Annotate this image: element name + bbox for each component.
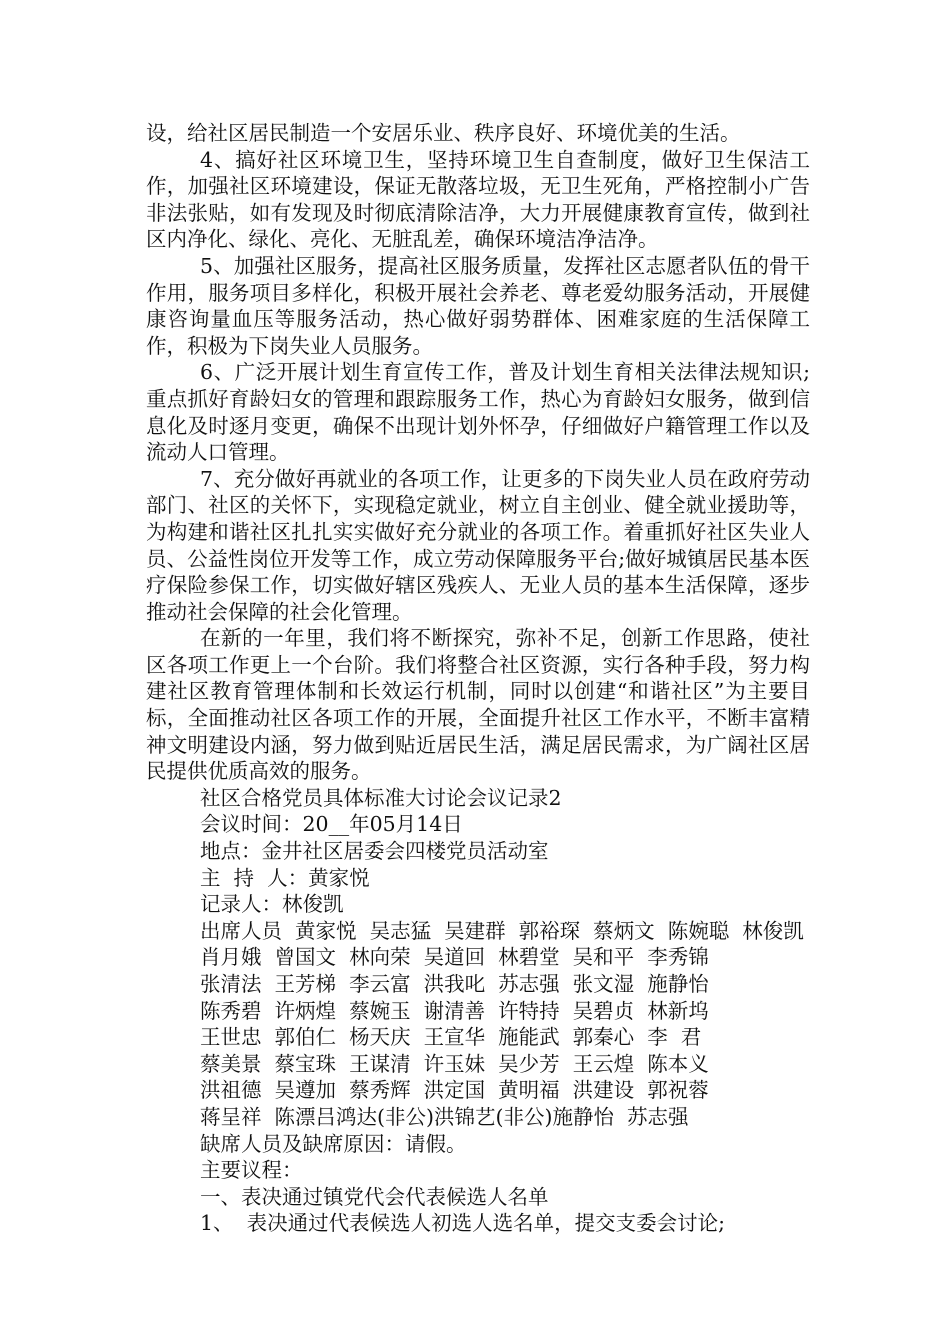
meeting-host: 主 持 人：黄家悦: [200, 865, 370, 890]
document-page: [146, 120, 810, 1237]
paragraph-item-4: 4、搞好社区环境卫生，坚持环境卫生自查制度，做好卫生保洁工作，加强社区环境建设，保证无散落垃圾，无卫生死角，严格控制小广告非法张贴，如有发现及时彻底清除洁净，大力开展健康教育宣传，做到社区内净化、绿化、亮化、无脏乱差，确保环境洁净洁净。: [146, 147, 810, 252]
attendee-row: 蒋呈祥 陈漂吕鸿达(非公)洪锦艺(非公)施静怡 苏志强: [200, 1104, 689, 1129]
attendee-row: 蔡美景 蔡宝珠 王谋清 许玉妹 吴少芳 王云煌 陈本义: [200, 1051, 709, 1076]
meeting-place: 地点：金井社区居委会四楼党员活动室: [200, 839, 549, 864]
attendee-row: 洪祖德 吴遵加 蔡秀辉 洪定国 黄明福 洪建设 郭祝蓉: [200, 1078, 709, 1103]
paragraph-conclusion: 在新的一年里，我们将不断探究，弥补不足，创新工作思路，使社区各项工作更上一个台阶。我们将整合社区资源，实行各种手段，努力构建社区教育管理体制和长效运行机制，同时以创建“和谐社区”为主要目标，全面推动社区各项工作的开展，全面提升社区工作水平，不断丰富精神文明建设内涵，努力做到贴近居民生活，满足居民需求，为广阔社区居民提供优质高效的服务。: [146, 626, 810, 784]
agenda-title: 主要议程：: [200, 1158, 303, 1183]
meeting-recorder: 记录人：林俊凯: [200, 892, 344, 917]
attendee-row: 肖月娥 曾国文 林向荣 吴道回 林碧堂 吴和平 李秀锦: [200, 945, 709, 970]
meeting-time: 会议时间：20__年05月14日: [200, 812, 463, 837]
record-title: 社区合格党员具体标准大讨论会议记录2: [200, 785, 562, 810]
paragraph-item-6: 6、广泛开展计划生育宣传工作，普及计划生育相关法律法规知识;重点抓好育龄妇女的管理和跟踪服务工作，热心为育龄妇女服务，做到信息化及时逐月变更，确保不出现计划外怀孕，仔细做好户籍管理工作以及流动人口管理。: [146, 360, 810, 465]
attendee-row: 王世忠 郭伯仁 杨天庆 王宣华 施能武 郭秦心 李 君: [200, 1025, 702, 1050]
absent-note: 缺席人员及缺席原因：请假。: [200, 1131, 467, 1156]
attendee-row: 张清法 王芳梯 李云富 洪我叱 苏志强 张文湿 施静怡: [200, 972, 709, 996]
agenda-subitem-1: 1、 表决通过代表候选人初选人选名单，提交支委会讨论;: [200, 1211, 725, 1236]
attendee-list: [146, 944, 810, 1130]
paragraph-continuation: 设，给社区居民制造一个安居乐业、秩序良好、环境优美的生活。: [146, 121, 741, 145]
paragraph-item-7: 7、充分做好再就业的各项工作，让更多的下岗失业人员在政府劳动部门、社区的关怀下，实现稳定就业，树立自主创业、健全就业援助等，为构建和谐社区扎扎实实做好充分就业的各项工作。着重抓好社区失业人员、公益性岗位开发等工作，成立劳动保障服务平台;做好城镇居民基本医疗保险参保工作，切实做好辖区残疾人、无业人员的基本生活保障，逐步推动社会保障的社会化管理。: [146, 466, 810, 624]
attendees-heading: 出席人员 黄家悦 吴志猛 吴建群 郭裕琛 蔡炳文 陈婉聪 林俊凯: [200, 918, 804, 943]
attendee-row: 陈秀碧 许炳煌 蔡婉玉 谢清善 许特持 吴碧贞 林新坞: [200, 998, 709, 1023]
agenda-item-1: 一、表决通过镇党代会代表候选人名单: [200, 1184, 549, 1209]
paragraph-item-5: 5、加强社区服务，提高社区服务质量，发挥社区志愿者队伍的骨干作用，服务项目多样化，积极开展社会养老、尊老爱幼服务活动，开展健康咨询量血压等服务活动，热心做好弱势群体、困难家庭的生活保障工作，积极为下岗失业人员服务。: [146, 253, 810, 358]
